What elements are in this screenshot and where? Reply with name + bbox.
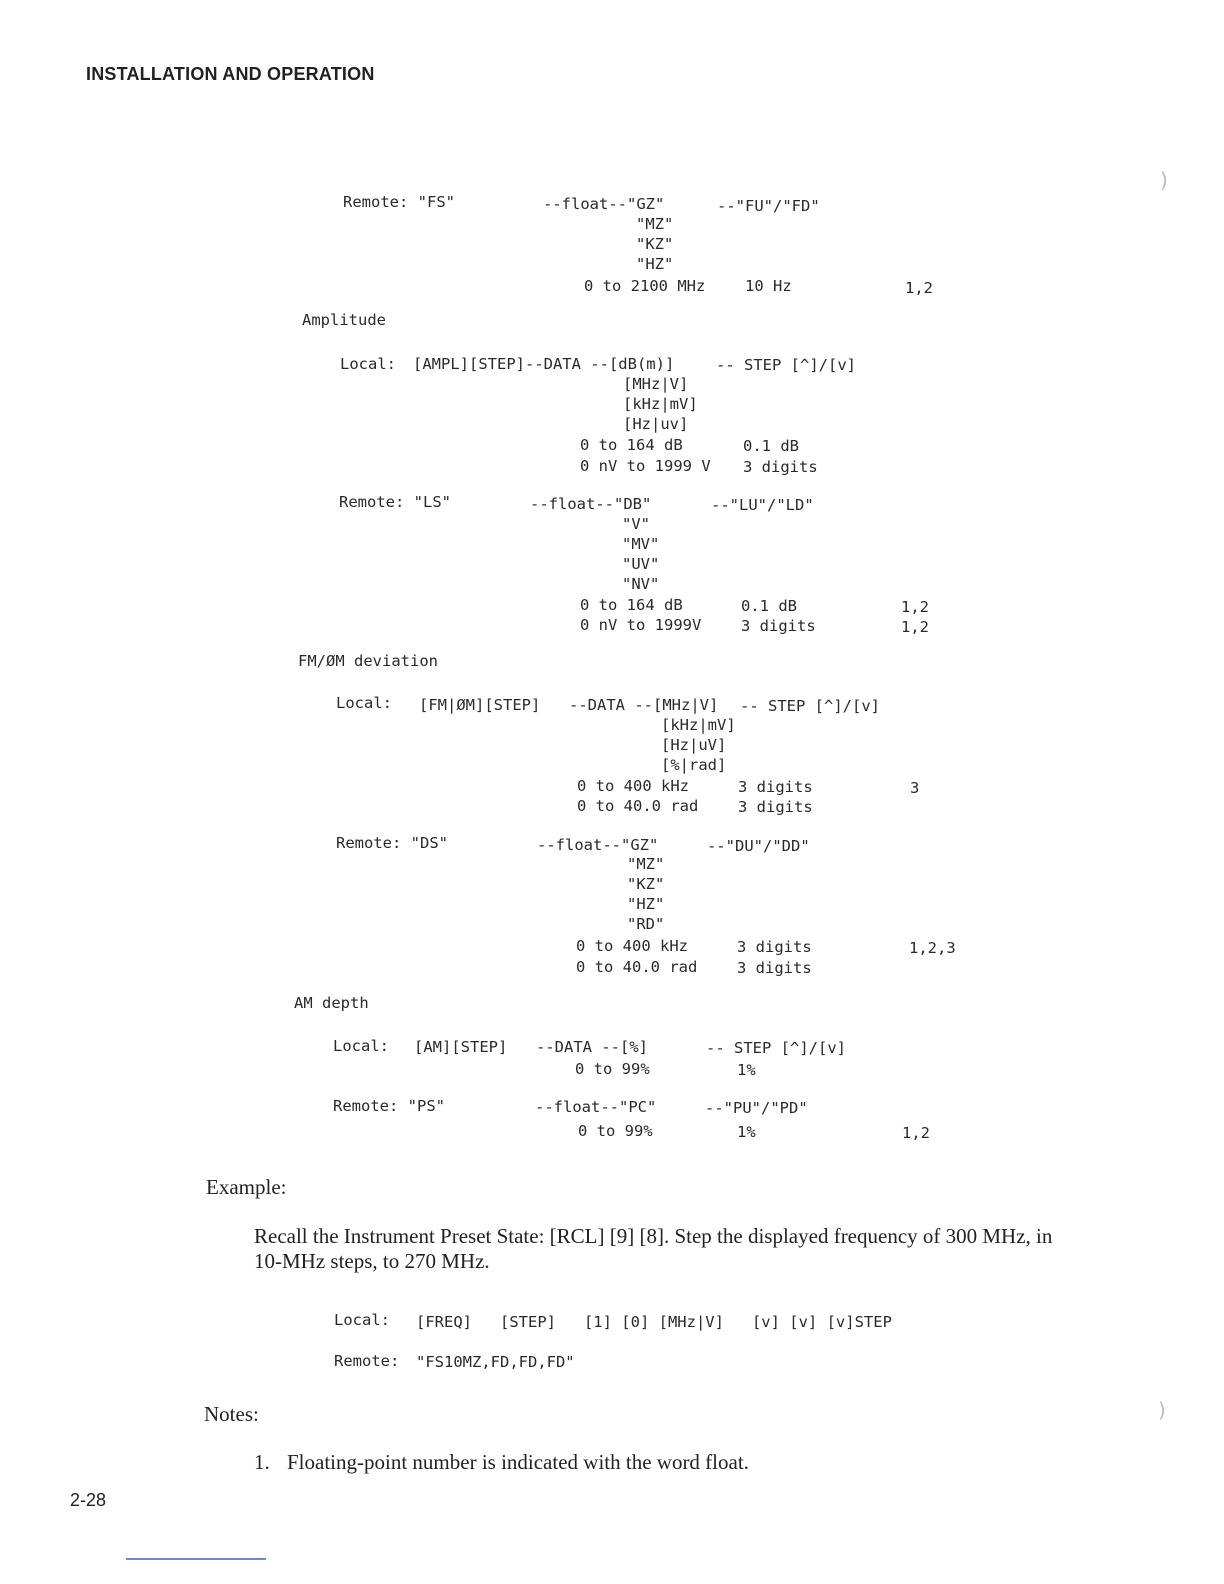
freq-remote-label: Remote: "FS": [343, 193, 455, 211]
fm-remote-format: --float--"GZ": [537, 836, 659, 854]
note-text: Floating-point number is indicated with the word float.: [287, 1450, 749, 1474]
freq-unit: "KZ": [636, 235, 674, 253]
page-header: INSTALLATION AND OPERATION: [86, 64, 375, 84]
am-local-data: --DATA --[%]: [536, 1038, 648, 1056]
amplitude-local-step: -- STEP [^]/[v]: [716, 356, 856, 374]
amplitude-local-label: Local:: [340, 355, 396, 373]
fm-remote-unit: "MZ": [627, 855, 665, 873]
example-text: Recall the Instrument Preset State: [RCL] [9] [8]. Step the displayed frequency of 300 MHz, in 10-MHz steps, to 270 MHz.: [254, 1224, 1053, 1273]
fm-unit: [kHz|mV]: [661, 716, 736, 734]
fm-unit: [%|rad]: [661, 756, 727, 774]
fm-remote-unit: "KZ": [627, 875, 665, 893]
fm-remote-resolution: 3 digits: [737, 959, 812, 977]
freq-notes: 1,2: [905, 279, 933, 297]
amplitude-range: 0 to 164 dB: [580, 436, 683, 454]
amplitude-remote-range: 0 to 164 dB: [580, 596, 683, 614]
amplitude-remote-step: --"LU"/"LD": [711, 496, 814, 514]
notes-title: Notes:: [204, 1402, 259, 1426]
am-remote-range: 0 to 99%: [578, 1122, 653, 1140]
fm-remote-range: 0 to 400 kHz: [576, 937, 688, 955]
am-remote-step: --"PU"/"PD": [705, 1099, 808, 1117]
amplitude-remote-unit: "V": [622, 515, 650, 533]
fm-remote-step: --"DU"/"DD": [707, 837, 810, 855]
freq-unit: "HZ": [636, 255, 674, 273]
freq-resolution: 10 Hz: [745, 277, 792, 295]
amplitude-remote-label: Remote: "LS": [339, 493, 451, 511]
example-title: Example:: [206, 1175, 287, 1199]
amplitude-unit: [MHz|V]: [623, 375, 689, 393]
fm-local-keys: [FM|ØM][STEP]: [419, 696, 541, 714]
example-local-label: Local:: [334, 1311, 390, 1329]
fm-remote-label: Remote: "DS": [336, 834, 448, 852]
fm-unit: [Hz|uV]: [661, 736, 727, 754]
amplitude-remote-unit: "NV": [622, 575, 660, 593]
amplitude-remote-notes: 1,2: [901, 618, 929, 636]
fm-range: 0 to 400 kHz: [577, 777, 689, 795]
amplitude-remote-notes: 1,2: [901, 598, 929, 616]
amplitude-title: Amplitude: [302, 311, 386, 329]
am-remote-resolution: 1%: [737, 1123, 756, 1141]
fm-range: 0 to 40.0 rad: [577, 797, 699, 815]
am-remote-label: Remote: "PS": [333, 1097, 445, 1115]
fm-local-label: Local:: [336, 694, 392, 712]
fm-local-data: --DATA --[MHz|V]: [569, 696, 719, 714]
fm-remote-unit: "HZ": [627, 895, 665, 913]
amplitude-local-keys: [AMPL][STEP]--DATA --[dB(m)]: [413, 355, 675, 373]
amplitude-remote-resolution: 0.1 dB: [741, 597, 797, 615]
am-resolution: 1%: [737, 1061, 756, 1079]
fm-title: FM/ØM deviation: [298, 652, 438, 670]
am-remote-notes: 1,2: [902, 1124, 930, 1142]
fm-remote-range: 0 to 40.0 rad: [576, 958, 698, 976]
am-title: AM depth: [294, 994, 369, 1012]
example-remote-command: "FS10MZ,FD,FD,FD": [416, 1353, 575, 1371]
am-local-label: Local:: [333, 1037, 389, 1055]
amplitude-remote-format: --float--"DB": [530, 495, 652, 513]
amplitude-unit: [kHz|mV]: [623, 395, 698, 413]
fm-remote-notes: 1,2,3: [909, 939, 956, 957]
am-local-keys: [AM][STEP]: [414, 1038, 508, 1056]
scan-mark: ): [1158, 1398, 1166, 1422]
fm-local-step: -- STEP [^]/[v]: [740, 697, 880, 715]
fm-resolution: 3 digits: [738, 798, 813, 816]
example-remote-label: Remote:: [334, 1352, 400, 1370]
fm-resolution: 3 digits: [738, 778, 813, 796]
fm-remote-resolution: 3 digits: [737, 938, 812, 956]
am-range: 0 to 99%: [575, 1060, 650, 1078]
amplitude-remote-resolution: 3 digits: [741, 617, 816, 635]
note-number: 1.: [254, 1450, 270, 1474]
amplitude-unit: [Hz|uv]: [623, 415, 689, 433]
amplitude-resolution: 0.1 dB: [743, 437, 799, 455]
amplitude-remote-unit: "UV": [622, 555, 660, 573]
am-local-step: -- STEP [^]/[v]: [706, 1039, 846, 1057]
am-remote-format: --float--"PC": [535, 1098, 657, 1116]
amplitude-remote-unit: "MV": [622, 535, 660, 553]
freq-remote-format: --float--"GZ": [543, 195, 665, 213]
fm-notes: 3: [910, 779, 920, 797]
page-number: 2-28: [70, 1490, 107, 1510]
freq-remote-step: --"FU"/"FD": [717, 197, 820, 215]
freq-unit: "MZ": [636, 215, 674, 233]
page-rule: [126, 1558, 266, 1560]
example-local-keys: [FREQ] [STEP] [1] [0] [MHz|V] [v] [v] [v]STEP: [416, 1313, 892, 1331]
amplitude-remote-range: 0 nV to 1999V: [580, 616, 702, 634]
amplitude-range: 0 nV to 1999 V: [580, 457, 711, 475]
amplitude-resolution: 3 digits: [743, 458, 818, 476]
scan-mark: ): [1160, 168, 1168, 192]
freq-range: 0 to 2100 MHz: [584, 277, 706, 295]
fm-remote-unit: "RD": [627, 915, 665, 933]
